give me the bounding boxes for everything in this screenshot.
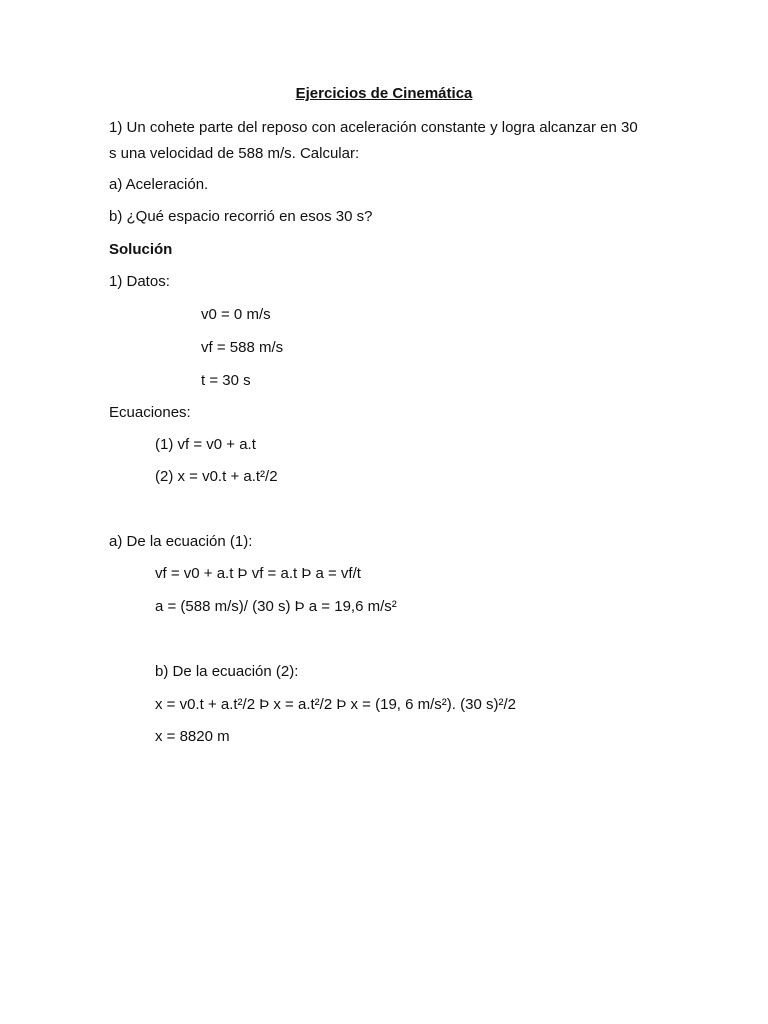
problem-statement-line-1: 1) Un cohete parte del reposo con aceleración constante y logra alcanzar en 30	[109, 119, 638, 136]
data-item-vf: vf = 588 m/s	[201, 339, 284, 356]
part-b-heading: b) De la ecuación (2):	[155, 663, 299, 680]
data-item-t: t = 30 s	[201, 372, 251, 389]
equation-2: (2) x = v0.t + a.t²/2	[155, 468, 278, 485]
equation-1: (1) vf = v0 + a.t	[155, 436, 256, 453]
question-b: b) ¿Qué espacio recorrió en esos 30 s?	[109, 208, 373, 225]
question-a: a) Aceleración.	[109, 176, 209, 193]
equations-heading: Ecuaciones:	[109, 404, 191, 421]
document-title: Ejercicios de Cinemática	[295, 85, 473, 102]
part-a-step-2: a = (588 m/s)/ (30 s) Þ a = 19,6 m/s²	[155, 598, 397, 615]
solution-heading: Solución	[109, 241, 173, 258]
part-a-step-1: vf = v0 + a.t Þ vf = a.t Þ a = vf/t	[155, 565, 361, 582]
data-heading: 1) Datos:	[109, 273, 170, 290]
part-a-heading: a) De la ecuación (1):	[109, 533, 253, 550]
part-b-step-1: x = v0.t + a.t²/2 Þ x = a.t²/2 Þ x = (19, 6 m/s²). (30 s)²/2	[155, 696, 516, 713]
part-b-step-2: x = 8820 m	[155, 728, 230, 745]
data-item-v0: v0 = 0 m/s	[201, 306, 271, 323]
problem-statement-line-2: s una velocidad de 588 m/s. Calcular:	[109, 145, 360, 162]
